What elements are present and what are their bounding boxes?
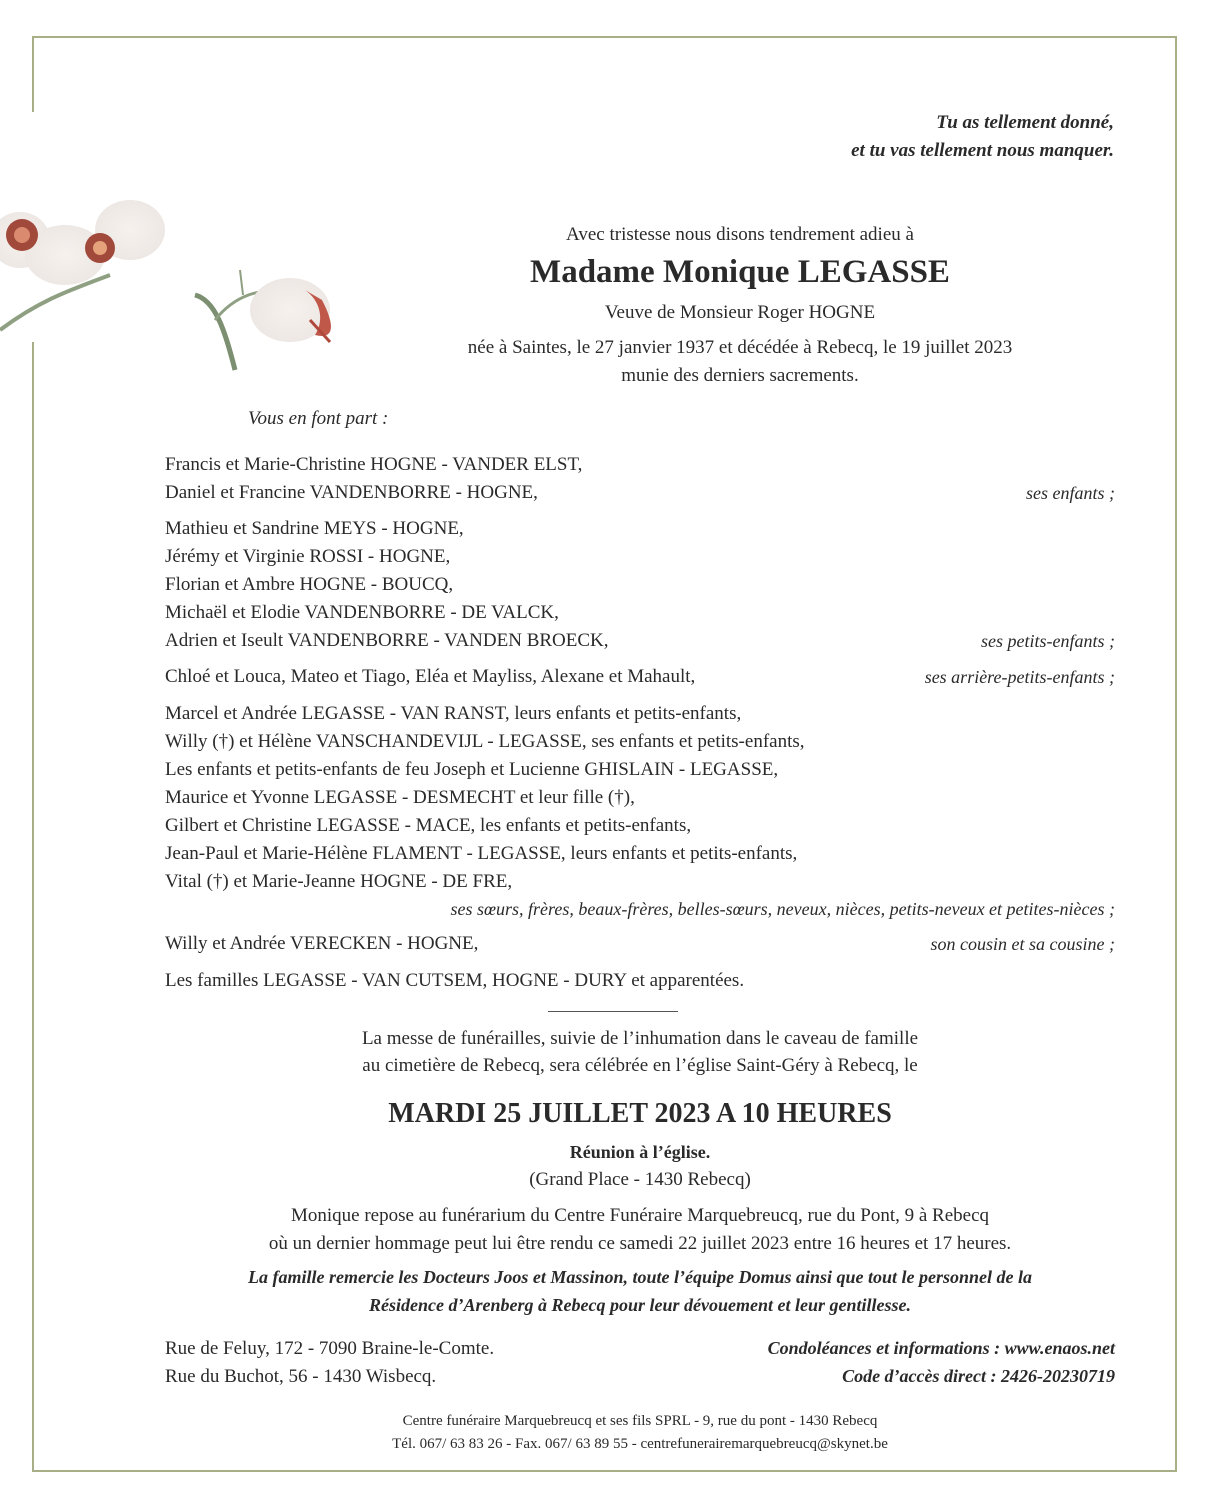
relative-name: Willy (†) et Hélène VANSCHANDEVIJL - LEGASSE, ses enfants et petits-enfants, [165,731,805,752]
widow-of: Veuve de Monsieur Roger HOGNE [604,302,876,323]
relative-name: Chloé et Louca, Mateo et Tiago, Eléa et Mayliss, Alexane et Mahault, [165,666,696,687]
funerarium-line-2: où un dernier hommage peut lui être rendu ce samedi 22 juillet 2023 entre 16 heures et 17 heures. [268,1233,1012,1254]
relation-role: ses arrière-petits-enfants ; [924,667,1115,687]
church-address: (Grand Place - 1430 Rebecq) [529,1169,751,1190]
footer-line-1: Centre funéraire Marquebreucq et ses fils SPRL - 9, rue du pont - 1430 Rebecq [402,1413,878,1429]
sacraments: munie des derniers sacrements. [621,365,859,386]
relative-name: Francis et Marie-Christine HOGNE - VANDER ELST, [165,454,583,475]
relative-name: Adrien et Iseult VANDENBORRE - VANDEN BROECK, [165,630,609,651]
orchid-flower-decoration [0,200,350,380]
relation-role: ses petits-enfants ; [981,631,1115,651]
relative-name: Maurice et Yvonne LEGASSE - DESMECHT et leur fille (†), [165,787,635,808]
relative-name: Mathieu et Sandrine MEYS - HOGNE, [165,518,464,539]
footer-line-2: Tél. 067/ 63 83 26 - Fax. 067/ 63 89 55 - centrefunerairemarquebreucq@skynet.be [392,1436,888,1452]
relative-name: Marcel et Andrée LEGASSE - VAN RANST, leurs enfants et petits-enfants, [165,703,742,724]
relative-name: Gilbert et Christine LEGASSE - MACE, les enfants et petits-enfants, [165,815,692,836]
vous-en-font-part: Vous en font part : [248,408,389,429]
relative-name: Jérémy et Virginie ROSSI - HOGNE, [165,546,451,567]
relative-name: Vital (†) et Marie-Jeanne HOGNE - DE FRE, [165,871,513,892]
address-line-2: Rue du Buchot, 56 - 1430 Wisbecq. [165,1366,437,1387]
separator-line [548,1011,678,1012]
deceased-name: Madame Monique LEGASSE [530,254,950,290]
relative-name: Les familles LEGASSE - VAN CUTSEM, HOGNE - DURY et apparentées. [165,970,745,991]
relative-name: Daniel et Francine VANDENBORRE - HOGNE, [165,482,538,503]
relation-role: son cousin et sa cousine ; [930,934,1115,954]
relative-name: Florian et Ambre HOGNE - BOUCQ, [165,574,454,595]
relative-name: Michaël et Elodie VANDENBORRE - DE VALCK, [165,602,559,623]
relative-name: Willy et Andrée VERECKEN - HOGNE, [165,933,479,954]
ceremony-reunion: Réunion à l’église. [569,1142,711,1162]
ceremony-date: MARDI 25 JUILLET 2023 A 10 HEURES [388,1098,892,1129]
relative-name: Jean-Paul et Marie-Hélène FLAMENT - LEGASSE, leurs enfants et petits-enfants, [165,843,798,864]
intro-text: Avec tristesse nous disons tendrement adieu à [566,224,914,245]
relative-name: Les enfants et petits-enfants de feu Joseph et Lucienne GHISLAIN - LEGASSE, [165,759,779,780]
ceremony-line-2: au cimetière de Rebecq, sera célébrée en l’église Saint-Géry à Rebecq, le [362,1055,918,1076]
thanks-line-1: La famille remercie les Docteurs Joos et Massinon, toute l’équipe Domus ainsi que tout le personnel de la [247,1267,1032,1287]
address-line-1: Rue de Feluy, 172 - 7090 Braine-le-Comte. [165,1338,495,1359]
birth-death: née à Saintes, le 27 janvier 1937 et décédée à Rebecq, le 19 juillet 2023 [467,337,1013,358]
thanks-line-2: Résidence d’Arenberg à Rebecq pour leur dévouement et leur gentillesse. [369,1295,911,1315]
condolences-website[interactable]: Condoléances et informations : www.enaos.net [767,1338,1115,1358]
quote-line-1: Tu as tellement donné, [936,112,1114,133]
relation-role: ses sœurs, frères, beaux-frères, belles-sœurs, neveux, nièces, petits-neveux et petites-nièces ; [450,899,1115,919]
relation-role: ses enfants ; [1026,483,1115,503]
funerarium-line-1: Monique repose au funérarium du Centre Funéraire Marquebreucq, rue du Pont, 9 à Rebecq [290,1205,990,1226]
direct-access-code: Code d’accès direct : 2426-20230719 [842,1366,1115,1386]
quote-line-2: et tu vas tellement nous manquer. [851,140,1114,161]
ceremony-line-1: La messe de funérailles, suivie de l’inhumation dans le caveau de famille [361,1028,919,1049]
